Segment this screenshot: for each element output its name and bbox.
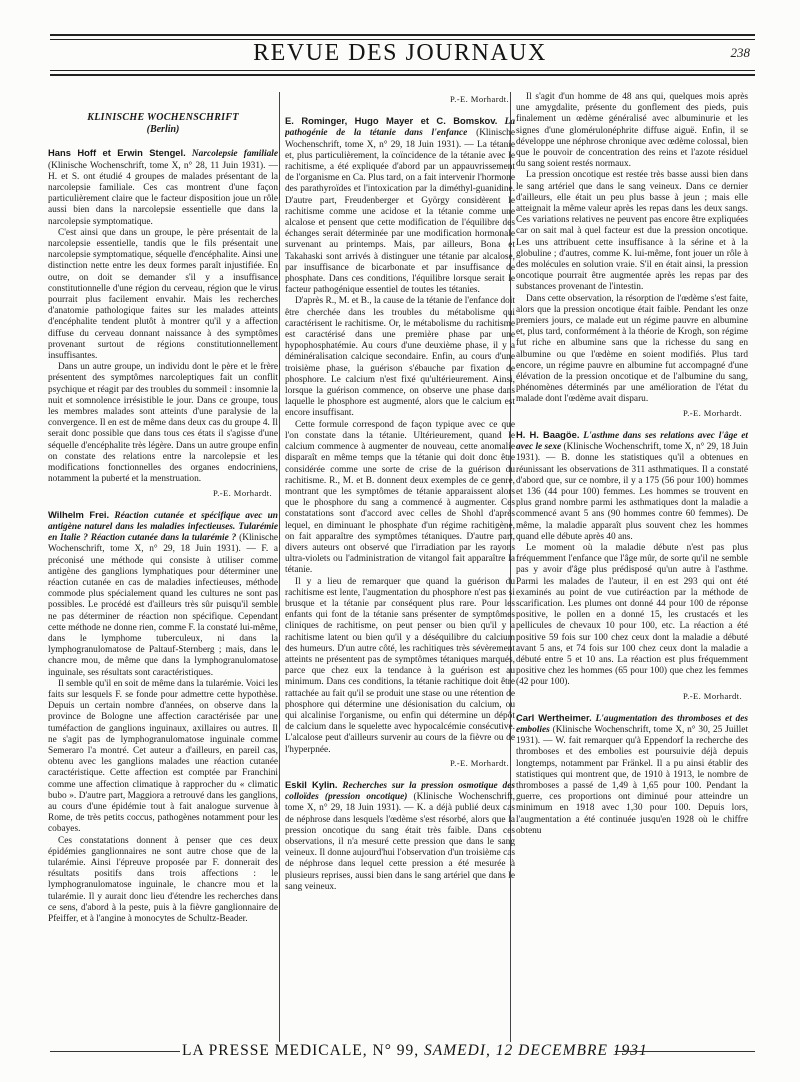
article-title: Recherches sur la pression osmotique des colloïdes (pression oncotique) [285, 780, 515, 803]
article-title: Narcolepsie familiale [191, 149, 278, 160]
article [48, 147, 278, 498]
column-divider [279, 92, 280, 1042]
footer-date: SAMEDI, 12 DECEMBRE 1931 [424, 1042, 648, 1059]
column-2 [285, 92, 515, 1042]
footer-journal: LA PRESSE MEDICALE, [182, 1042, 368, 1059]
article-signature: P.-E. Morhardt. [683, 407, 742, 418]
article-lead [516, 712, 748, 837]
article-signature: P.-E. Morhardt. [213, 487, 272, 498]
article-paragraph: Le moment où la maladie débute n'est pas plus fréquemment l'enfance que l'âge mûr, de sorte qu'il ne semble pas y avoir d'âge plus prédisposé qu'un autre à l'asthme. Parmi les malades de l'auteur, il en est 293 qui ont été examinés au point de vue cutiréaction par la méthode de scarification. Les plumes ont donné 44 pour 100 de réponse positive, le pollen en a donné 15, les crustacés et les pellicules de chevaux 10 pour 100, etc. La réaction a été positive 59 fois sur 100 chez ceux dont la maladie a débuté avant 5 ans, et 74 fois sur 100 chez ceux dont la maladie a débuté entre 5 et 10 ans. La réaction est plus fréquemment positive chez les hommes (65 pour 100) que chez les femmes (42 pour 100). [516, 542, 748, 688]
article-reference: (Klinische Wochenschrift, tome X, n° 29, 18 Juin 1931). — La tétanie et, plus particulièrement, la coïncidence de la tétanie avec le rachitisme, a été expliquée d'abord par un appauvrissement de l'organisme en Ca. Plus tard, on a fait intervenir l'hormone des parathyroïdes et l'intoxication par la diméthyl-guanidine. D'autre part, Freudenberger et György considèrent le rachitisme comme une acidose et la tétanie comme une alcalose et pensent que cette modification de l'équilibre des échanges serait déterminée par une modification hormonale survenant au printemps. Mais, par ailleurs, Bona et Takahaski sont arrivés à distinguer une tétanie par alcalose, par insuffisance de bicarbonate et par insuffisance de phosphate. Dans ces conditions, l'équilibre lorsque serait le facteur pathogénique essentiel de toutes les tétanies. [285, 128, 515, 296]
article-paragraph: C'est ainsi que dans un groupe, le père présentait de la narcolepsie essentielle, tandis que le fils présentait une narcolepsie symptomatique, séquelle d'encéphalite. Ainsi une distinction nette entre les deux formes paraît injustifiée. En outre, on doit se demander s'il y a insuffisance constitutionnelle d'une région du cerveau, région que le virus pourrait plus facilement envahir. Mais les recherches d'anatomie pathologique faites sur les malades atteints d'encéphalite tendent plutôt à montrer qu'il y a affection diffuse du cerveau donnant naissance à des symptômes provenant surtout de régions constitutionnellement insuffisantes. [48, 227, 278, 362]
article-authors: Hans Hoff et Erwin Stengel. [48, 147, 186, 159]
article-reference: (Klinische Wochenschrift, tome X, n° 30, 25 Juillet 1931). — W. fait remarquer qu'à Eppendorf la recherche des thromboses et des embolies est poursuivie déjà depuis longtemps, notamment par Fränkel. Il a pu ainsi établir des statistiques qui montrent que, de 1910 à 1913, le nombre de thromboses a passé de 1,49 à 1,65 pour 100. Pendant la guerre, ces proportions ont diminué pour atteindre un minimum en 1918 avec 1,30 pour 100. Depuis lors, l'augmentation a été continuée jusqu'en 1928 où le chiffre obtenu [516, 724, 748, 836]
article-continuation [285, 94, 515, 105]
article-paragraph: La pression oncotique est restée très basse aussi bien dans le sang artériel que dans le sang veineux. Dans ce dernier d'ailleurs, elle était un peu plus basse à jeun ; mais elle atteignait la même valeur après les repas dans les deux sangs. Ces variations relatives ne peuvent pas encore être expliquées car on sait mal à quel facteur est due la pression oncotique. Les uns attribuent cette insuffisance à la sérine et à la globuline ; d'autres, comme K. lui-même, font jouer un rôle à des molécules en solution vraie. S'il en était ainsi, la pression oncotique pourrait être augmentée après les repas par des substances provenant de l'intestin. [516, 170, 748, 293]
section-subtitle: (Berlin) [146, 124, 180, 136]
article-authors: E. Rominger, Hugo Mayer et C. Bomskov. [285, 115, 498, 127]
article-reference: (Klinische Wochenschrift, tome X, n° 29, 18 Juin 1931). — K. a déjà publié deux cas de néphrose dans lesquels l'œdème s'est résorbé, alors que la pression oncotique du sang était très faible. Dans ces observations, il n'a mesuré cette pression que dans le sang veineux. Il donne aujourd'hui l'observation d'un troisième cas de néphrose dans lequel cette pression a été mesurée à plusieurs reprises, aussi bien dans le sang artériel que dans le sang veineux. [285, 792, 515, 892]
article-title: Réaction cutanée et spécifique avec un antigène naturel dans les maladies infectieuses. Tularémie en Italie ? Réaction cutanée dans la tularémie ? [48, 510, 278, 544]
article-title: L'asthme dans ses relations avec l'âge et avec le sexe [516, 430, 748, 453]
masthead-rule-top [50, 34, 755, 36]
article-authors: Eskil Kylin. [285, 778, 338, 790]
article [48, 509, 278, 926]
article-paragraph: Il semble qu'il en soit de même dans la tularémie. Voici les faits sur lesquels F. se fonde pour admettre cette hypothèse. Depuis un certain nombre d'années, on observe dans la province de Bologne une affection caractérisée par une tuméfaction de ganglions inguinaux, axillaires ou autres. Il ne s'agit pas de lymphogranulomatose inguinale comme Semeraro l'a montré. Cet auteur a d'ailleurs, en pareil cas, obtenu avec les ganglions malades une réaction cutanée caractéristique. Cette affection est comptée par Franchini comme une affection climatique à rapprocher du « climatic bubo ». D'autre part, Maggiora a retrouvé dans les ganglions, au cours d'une épidémie tout à fait analogue survenue à Rome, de très petits coccus, pathogènes notamment pour les cobayes. [48, 678, 278, 835]
article-continuation [516, 92, 748, 419]
article [516, 429, 748, 702]
footer-rule [50, 1051, 180, 1052]
article-lead [516, 429, 748, 543]
article-authors: H. H. Baagöe. [516, 428, 580, 440]
article-title: La pathogénie de la tétanie dans l'enfance [285, 117, 515, 139]
article-paragraph: Il s'agit d'un homme de 48 ans qui, quelques mois après une amygdalite, présente du gonflement des pieds, puis finalement un œdème généralisé avec albuminurie et les signes d'une glomérulonéphrite diffuse aiguë. Enfin, il se développe une néphrose chronique avec œdème colossal, bien que le pouvoir de concentration des reins et l'azote résiduel du sang soient restés normaux. [516, 92, 748, 170]
article-reference: (Klinische Wochenschrift, tome X, n° 29, 18 Juin 1931). — F. a préconisé une méthode qui consiste à utiliser comme antigène des ganglions lymphatiques pour déterminer une réaction cutanée en cas de maladies infectieuses, méthode commode plus spécialement quand les cultures ne sont pas possibles. Le procédé est d'ailleurs très sûr puisqu'il semble ne pas déterminer de réaction non spécifique. Cependant cette méthode ne donne rien, comme F. la constaté lui-même, dans le lymphome tuberculeux, ni dans la lymphogranulomatose de Paltauf-Sternberg ; mais, dans le chancre mou, de même que dans la lymphogranulomatose inguinale, ses résultats sont caractéristiques. [48, 533, 278, 678]
footer-rule [615, 1051, 755, 1052]
section-title: KLINISCHE WOCHENSCHRIFT [87, 112, 239, 123]
page-title: REVUE DES JOURNAUX [253, 40, 547, 66]
article-paragraph: Dans un autre groupe, un individu dont le père et le frère présentent des symptômes narcoleptiques fait un conflit psychique et réagit par des troubles du sommeil : insomnie la nuit et somnolence irrésistible le jour. Dans ce groupe, tous les membres malades sont atteints d'une paralysie de la convergence. Il en est de même dans deux cas du groupe 4. Il serait donc possible que dans tous ces états il s'agisse d'une séquelle d'encéphalite très légère. Dans un autre groupe enfin on constate des relations entre la narcolepsie et les modifications fonctionnelles des organes endocriniens, notamment la puberté et la menstruation. [48, 362, 278, 485]
article-paragraph: Dans cette observation, la résorption de l'œdème s'est faite, alors que la pression oncotique était faible. Pendant les onze premiers jours, ce malade eut un régime pauvre en albumine et, plus tard, conformément à la théorie de Krogh, son régime fut riche en albumine sans que la richesse du sang en albumine ou que l'œdème en soient modifiés. Plus tard encore, un régime pauvre en albumine fut accompagné d'une élévation de la pression oncotique et de l'albumine du sang, phénomènes déterminés par une amélioration de l'état du malade dont l'œdème avait disparu. [516, 293, 748, 405]
masthead-rule-bottom-thin [50, 70, 755, 71]
article-paragraph: Il y a lieu de remarquer que quand la guérison du rachitisme est lente, l'augmentation du phosphore n'est pas si brusque et la tétanie par conséquent plus rare. Pour les enfants qui font de la tétanie sans présenter de symptômes cliniques de rachitisme, on peut penser ou bien qu'il y a rachitisme latent ou bien qu'il y a déséquilibre du calcium des humeurs. D'un autre côté, les rachitiques très sévèrement atteints ne présentent pas de symptômes tétaniques marqués, parce que chez eux la tendance à la guérison est au minimum. Dans ces conditions, la tétanie rachitique doit être rattachée au fait qu'il se produit une stase ou une rétention de phosphore qui détermine une désionisation du calcium, ou qui alcalinise l'organisme, ou enfin qui détermine un dépôt de calcium dans le squelette avec hypocalcémie consécutive. L'alcalose peut d'ailleurs survenir au cours de la fièvre ou de l'hyperpnée. [285, 576, 515, 755]
article-authors: Wilhelm Frei. [48, 508, 110, 520]
article-signature: P.-E. Morhardt. [683, 690, 742, 701]
article-paragraph: Ces constatations donnent à penser que ces deux épidémies ganglionnaires ne sont autre chose que de la tularémie. Ainsi l'épreuve proposée par F. donnerait des résultats positifs dans trois affections : le lymphogranulomatose inguinale, le chancre mou et la tularémie. Il y aurait donc lieu d'étendre les recherches dans ce sens, d'abord à la peste, puis à la fièvre ganglionnaire de Pfeiffer, et à l'angine à monocytes de Schultz-Beader. [48, 835, 278, 925]
article [285, 779, 515, 893]
article-paragraph: Cette formule correspond de façon typique avec ce que l'on constate dans la tétanie. Ultérieurement, quand le calcium commence à augmenter de nouveau, cette anomalie disparaît en même temps que la tétanie qui doit donc être considérée comme une sorte de crise de la guérison du rachitisme. R., M. et B. donnent deux exemples de ce genre, montrant que les symptômes de tétanie apparaissent alors que le phosphore du sang a commencé à augmenter. Ces constatations sont d'accord avec celles de Shohl d'après lequel, en diminuant le phosphate d'un régime rachitigène, on fait apparaître des symptômes tétaniques. D'autre part, divers auteurs ont observé que l'irradiation par les rayons ultra-violets ou l'administration de vitangol fait apparaître la tétanie. [285, 419, 515, 576]
page-number: 238 [730, 45, 750, 60]
article-reference: (Klinische Wochenschrift, tome X, n° 28, 11 Juin 1931). — H. et S. ont étudié 4 groupes de malades présentant de la narcolepsie familiale. Ces cas montrent d'une façon particulièrement claire que le facteur disposition joue un rôle aussi bien dans la narcolepsie essentielle que dans la narcolepsie symptomatique. [48, 160, 278, 227]
article-paragraph: D'après R., M. et B., la cause de la tétanie de l'enfance doit être cherchée dans les troubles du métabolisme qui caractérisent le rachitisme. Or, le métabolisme du rachitisme est caractérisé dans une première phase par une hypophosphatémie. Au cours d'une deuxième phase, il y a déminéralisation calcique secondaire. Enfin, au cours d'une troisième phase, la guérison s'ébauche par fixation de phosphore. Le calcium n'est fixé qu'ultérieurement. Ainsi, lorsque la guérison commence, on observe une phase dans laquelle le phosphore est augmenté, alors que le calcium est encore insuffisant. [285, 296, 515, 419]
column-1 [48, 92, 278, 1042]
article [516, 712, 748, 837]
footer-issue: N° 99, [372, 1042, 420, 1059]
article-lead [48, 147, 278, 227]
article-lead [285, 779, 515, 893]
article-authors: Carl Wertheimer. [516, 711, 592, 723]
article-title: L'augmentation des thromboses et des embolies [516, 713, 748, 735]
article [285, 115, 515, 769]
article-signature: P.-E. Morhardt. [450, 757, 509, 768]
masthead-rule-bottom [50, 74, 755, 76]
article-signature: P.-E. Morhardt. [450, 94, 509, 104]
page-footer [182, 1042, 648, 1060]
article-lead [48, 509, 278, 679]
article-lead [285, 115, 515, 296]
article-reference: (Klinische Wochenschrift, tome X, n° 29, 18 Juin 1931). — B. donne les statistiques qu'il a obtenues en réunissant les observations de 311 asthmatiques. Il a constaté d'abord que, sur ce nombre, il y a 175 (56 pour 100) hommes et 136 (44 pour 100) femmes. Les hommes se trouvent en plus grand nombre parmi les asthmatiques dont la maladie a commencé avant 5 ans (90 hommes contre 60 femmes). De même, la maladie apparaît plus souvent chez les hommes quand elle débute après 40 ans. [516, 442, 748, 542]
column-3 [516, 92, 748, 1042]
